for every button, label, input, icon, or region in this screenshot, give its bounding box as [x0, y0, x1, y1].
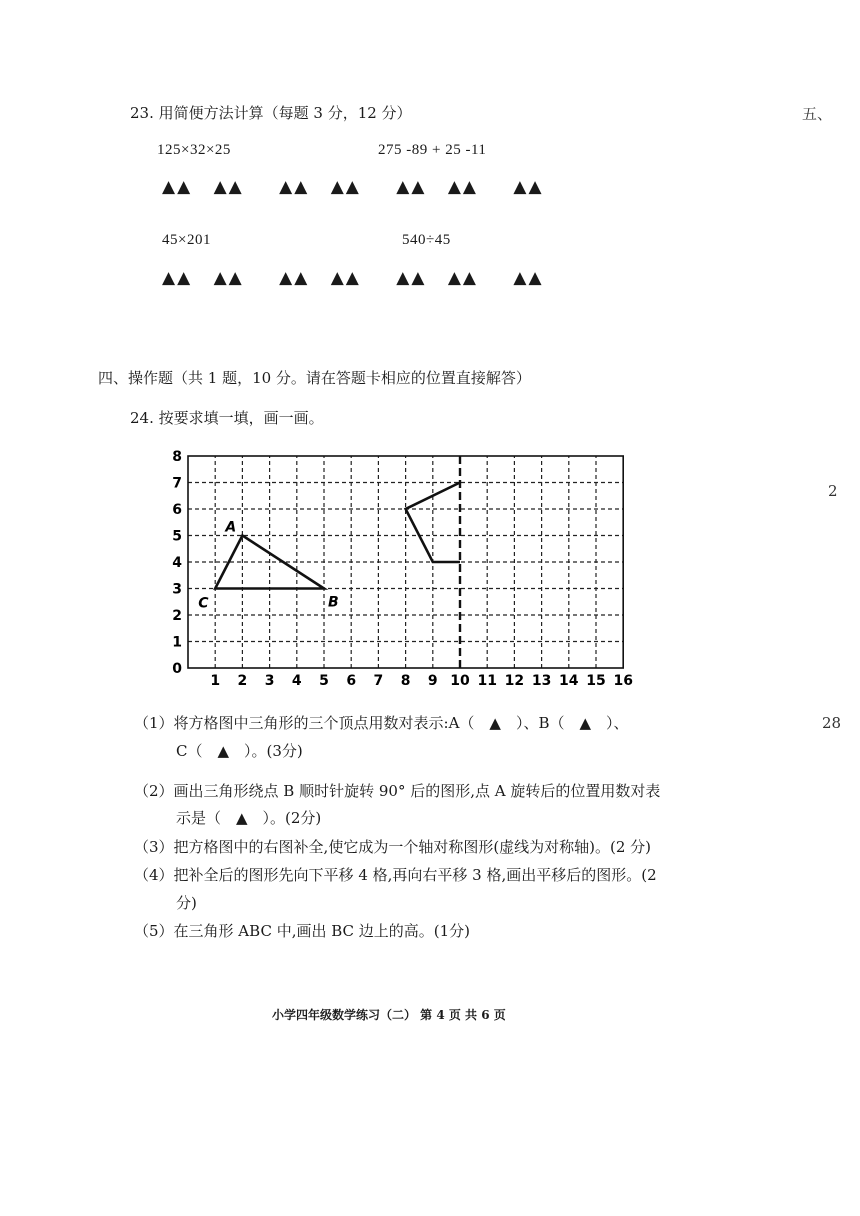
- x-tick-label: 11: [477, 673, 497, 689]
- answer-mark: ▲▲: [513, 177, 544, 197]
- expr-1: 125×32×25: [157, 142, 231, 158]
- x-tick-label: 5: [319, 673, 329, 689]
- edge-fragment-mid-2: 28: [822, 714, 842, 732]
- edge-fragment-top: 五、: [802, 105, 833, 123]
- q23-title: 23. 用简便方法计算（每题 3 分，12 分）: [130, 104, 412, 122]
- x-tick-label: 6: [346, 673, 357, 689]
- coordinate-grid: [165, 440, 635, 690]
- answer-mark: ▲▲: [447, 177, 478, 197]
- x-tick-label: 14: [559, 673, 579, 689]
- answer-mark: ▲▲: [279, 177, 310, 197]
- item-3: （3）把方格图中的右图补全,使它成为一个轴对称图形(虚线为对称轴)。(2 分): [134, 838, 652, 856]
- answer-mark: ▲▲: [396, 177, 427, 197]
- x-tick-label: 9: [427, 673, 438, 689]
- x-tick-label: 12: [504, 673, 525, 689]
- x-tick-label: 13: [531, 673, 552, 689]
- answer-marks-row-1: [162, 177, 558, 197]
- item-4-line-a: （4）把补全后的图形先向下平移 4 格,再向右平移 3 格,画出平移后的图形。(2: [134, 866, 657, 884]
- item-1-line-b: C（ ▲ ）。(3分): [176, 742, 303, 760]
- q24-title: 24. 按要求填一填，画一画。: [130, 409, 324, 427]
- x-tick-label: 8: [400, 673, 411, 689]
- edge-fragment-mid-1: 2: [828, 482, 838, 500]
- x-tick-label: 1: [210, 673, 221, 689]
- answer-mark: ▲▲: [330, 268, 361, 288]
- expr-4: 540÷45: [402, 232, 451, 248]
- vertex-label-a: A: [225, 519, 237, 536]
- x-tick-label: 2: [237, 673, 248, 689]
- answer-marks-row-2: [162, 268, 558, 288]
- item-4-line-b: 分): [176, 894, 197, 912]
- item-5: （5）在三角形 ABC 中,画出 BC 边上的高。(1分): [134, 922, 471, 940]
- right-half-figure: [406, 483, 460, 563]
- y-tick-label: 7: [172, 475, 182, 492]
- grid-shapes: [198, 483, 460, 612]
- x-tick-label: 3: [264, 673, 275, 689]
- answer-mark: ▲▲: [162, 177, 193, 197]
- y-tick-label: 2: [172, 608, 182, 624]
- answer-mark: ▲▲: [213, 268, 244, 288]
- grid-labels: [172, 449, 633, 689]
- answer-mark: ▲▲: [279, 268, 310, 288]
- grid-lines: [188, 456, 623, 668]
- expr-2: 275 -89 + 25 -11: [378, 142, 487, 158]
- y-tick-label: 0: [172, 661, 182, 677]
- answer-mark: ▲▲: [396, 268, 427, 288]
- y-tick-label: 5: [172, 528, 182, 545]
- x-tick-label: 15: [586, 673, 606, 689]
- section4-title: 四、操作题（共 1 题，10 分。请在答题卡相应的位置直接解答）: [98, 369, 531, 387]
- expr-3: 45×201: [162, 232, 211, 248]
- x-tick-label: 7: [373, 673, 384, 689]
- y-tick-label: 8: [172, 449, 182, 465]
- y-tick-label: 6: [172, 502, 182, 518]
- y-tick-label: 4: [172, 555, 182, 571]
- item-2-line-a: （2）画出三角形绕点 B 顺时针旋转 90° 后的图形,点 A 旋转后的位置用数对表: [134, 782, 661, 800]
- answer-mark: ▲▲: [330, 177, 361, 197]
- answer-mark: ▲▲: [162, 268, 193, 288]
- answer-mark: ▲▲: [447, 268, 478, 288]
- y-tick-label: 1: [172, 634, 182, 651]
- x-tick-label: 4: [291, 673, 302, 689]
- item-2-line-b: 示是（ ▲ ）。(2分): [176, 809, 322, 827]
- x-tick-label: 16: [613, 673, 633, 689]
- answer-mark: ▲▲: [513, 268, 544, 288]
- x-tick-label: 10: [450, 673, 470, 689]
- vertex-label-b: B: [328, 594, 339, 611]
- item-1-line-a: （1）将方格图中三角形的三个顶点用数对表示:A（ ▲ ）、B（ ▲ ）、: [134, 714, 629, 732]
- answer-mark: ▲▲: [213, 177, 244, 197]
- y-tick-label: 3: [172, 581, 182, 598]
- vertex-label-c: C: [198, 595, 209, 612]
- page-footer: 小学四年级数学练习（二） 第 4 页 共 6 页: [272, 1008, 506, 1022]
